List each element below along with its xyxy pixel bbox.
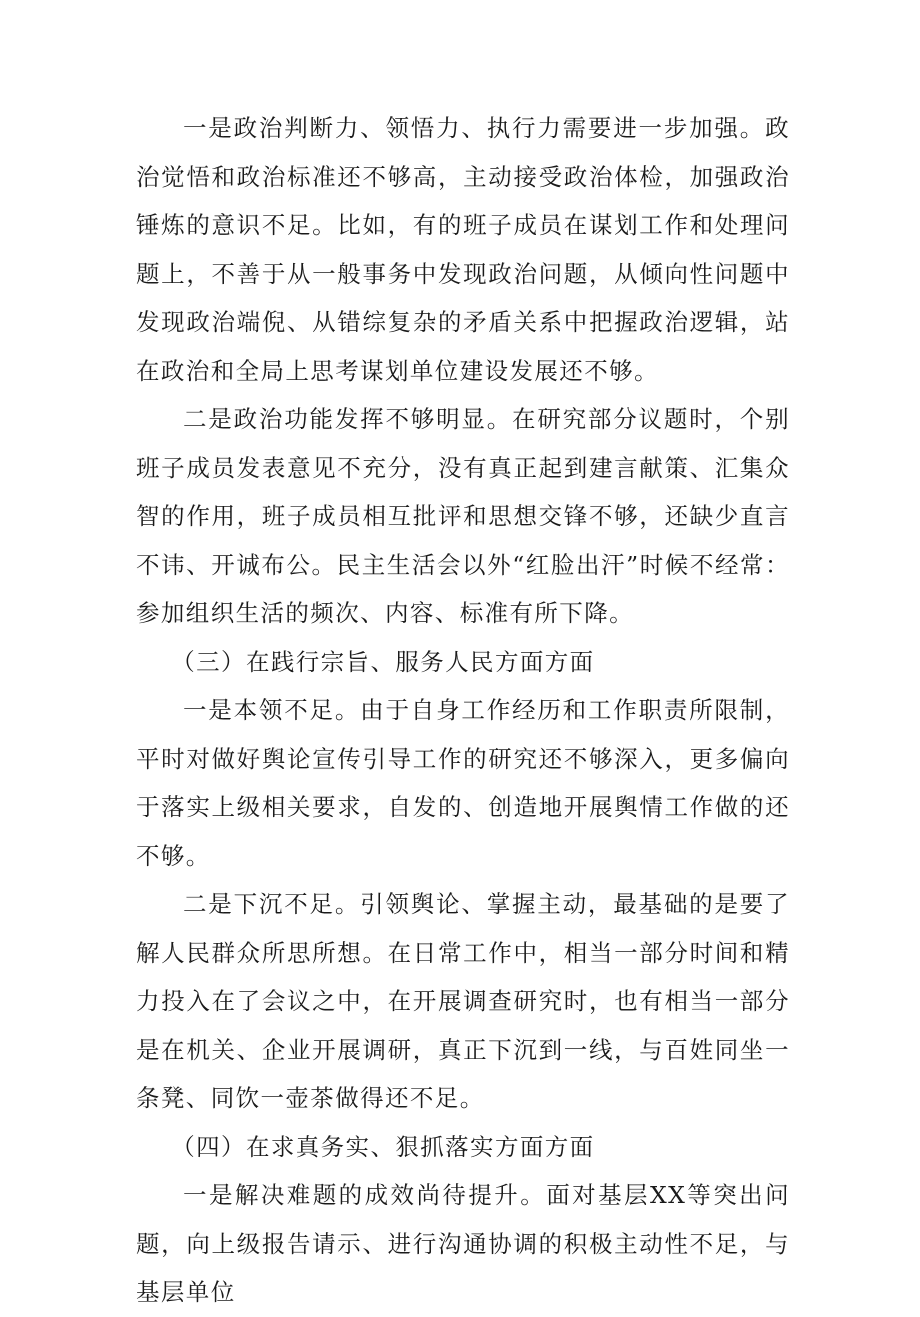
paragraph-political-judgment: 一是政治判断力、领悟力、执行力需要进一步加强。政治觉悟和政治标准还不够高，主动接受政治体检，加强政治锤炼的意识不足。比如，有的班子成员在谋划工作和处理问题上，不善于从一般事务中发现政治问题，从倾向性问题中发现政治端倪、从错综复杂的矛盾关系中把握政治逻辑，站在政治和全局上思考谋划单位建设发展还不够。 [136, 114, 790, 385]
section-heading-4: （四）在求真务实、狠抓落实方面方面 [171, 1132, 595, 1161]
paragraph-problem-solving: 一是解决难题的成效尚待提升。面对基层XX等突出问题，向上级报告请示、进行沟通协调的积极主动性不足，与基层单位 [136, 1181, 790, 1306]
paragraph-insufficient-skill: 一是本领不足。由于自身工作经历和工作职责所限制，平时对做好舆论宣传引导工作的研究还不够深入，更多偏向于落实上级相关要求，自发的、创造地开展舆情工作做的还不够。 [136, 696, 790, 870]
paragraph-political-function: 二是政治功能发挥不够明显。在研究部分议题时，个别班子成员发表意见不充分，没有真正起到建言献策、汇集众智的作用，班子成员相互批评和思想交锋不够，还缺少直言不讳、开诚布公。民主生活会以外“红脸出汗”时候不经常：参加组织生活的频次、内容、标准有所下降。 [136, 405, 790, 627]
document-body [136, 104, 790, 1317]
paragraph-insufficient-grassroots: 二是下沉不足。引领舆论、掌握主动，最基础的是要了解人民群众所思所想。在日常工作中，相当一部分时间和精力投入在了会议之中，在开展调查研究时，也有相当一部分是在机关、企业开展调研，真正下沉到一线，与百姓同坐一条凳、同饮一壶茶做得还不足。 [136, 890, 790, 1112]
section-heading-3: （三）在践行宗旨、服务人民方面方面 [171, 647, 595, 676]
